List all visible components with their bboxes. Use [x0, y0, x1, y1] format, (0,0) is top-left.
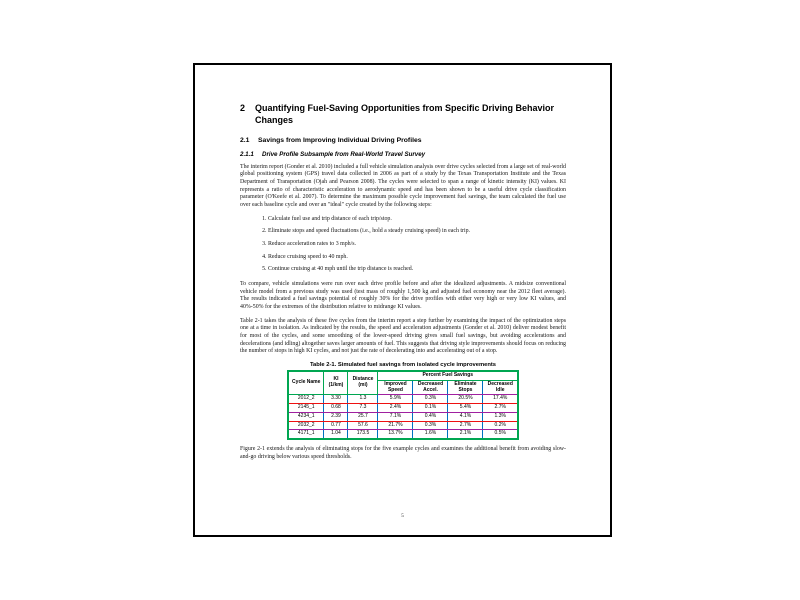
list-item: 5. Continue cruising at 40 mph until the trip distance is reached.: [268, 266, 566, 274]
subsection-number: 2.1: [240, 137, 250, 145]
list-item: 4. Reduce cruising speed to 40 mph.: [268, 254, 566, 262]
paragraph-comparison: To compare, vehicle simulations were run over each drive profile before and after the idealized adjustments. A midsize conventional vehicle model from a previous study was used (test mass of roughly 1,500 kg and adjusted fuel economy near the 2012 fleet average). The results indicated a fuel savings potential of roughly 30% for the drive profiles with either very high or very low KI values, and 40%-50% for the extremes of the distribution relative to midrange KI values.: [240, 281, 566, 311]
section-number: 2: [240, 103, 246, 113]
table-cell: 2.7%: [483, 404, 518, 413]
table-cell: 0.1%: [413, 404, 448, 413]
table-cell: 5.4%: [448, 404, 483, 413]
list-item: 2. Eliminate stops and speed fluctuations (i.e., hold a steady cruising speed) in each trip.: [268, 228, 566, 236]
fuel-savings-table: [287, 370, 519, 440]
subsubsection-heading: [240, 151, 566, 159]
table-cell: 2145_1: [288, 404, 324, 413]
col-header-cycle-name: Cycle Name: [288, 371, 324, 395]
table-cell: 0.3%: [413, 395, 448, 404]
col-header-decreased-idle: Decreased Idle: [483, 380, 518, 395]
col-header-ki: KI (1/km): [324, 371, 348, 395]
table-cell: 13.7%: [378, 430, 413, 439]
page-number: 5: [401, 513, 404, 519]
table-cell: 2.39: [324, 412, 348, 421]
table-cell: 0.3%: [413, 421, 448, 430]
table-cell: 2032_2: [288, 421, 324, 430]
table-cell: 7.1%: [378, 412, 413, 421]
table-cell: 4234_1: [288, 412, 324, 421]
table-row: [288, 421, 518, 430]
table-cell: 173.5: [348, 430, 378, 439]
table-cell: 1.6%: [413, 430, 448, 439]
paragraph-figure-reference: Figure 2-1 extends the analysis of eliminating stops for the five example cycles and examines the additional benefit from avoiding slow-and-go driving below various speed thresholds.: [240, 446, 566, 460]
table-cell: 2.4%: [378, 404, 413, 413]
table-cell: 0.5%: [483, 430, 518, 439]
table-caption: Table 2-1. Simulated fuel savings from isolated cycle improvements: [309, 362, 497, 369]
table-cell: 1.04: [324, 430, 348, 439]
table-cell: 3.30: [324, 395, 348, 404]
table-header-row: [288, 371, 518, 380]
paragraph-intro: The interim report (Gonder et al. 2010) included a full vehicle simulation analysis over drive cycles selected from a large set of real-world global positioning system (GPS) travel data collected in 2006 as part of a study by the Texas Transportation Institute and the Texas Department of Transportation (Ojah and Pearson 2008). The cycles were selected to span a range of kinetic intensity (KI) values. KI represents a ratio of characteristic acceleration to aerodynamic speed and has been shown to be a useful drive cycle classification parameter (O'Keefe et al. 2007). To determine the maximum possible cycle improvement fuel savings, the team calculated the fuel use over each baseline cycle and over an "ideal" cycle created by the following steps:: [240, 163, 566, 208]
subsection-title: Savings from Improving Individual Driving Profiles: [258, 137, 422, 145]
table-cell: 0.68: [324, 404, 348, 413]
table-cell: 0.77: [324, 421, 348, 430]
table-body: [288, 395, 518, 439]
col-header-decreased-accel: Decreased Accel.: [413, 380, 448, 395]
table-cell: 5.9%: [378, 395, 413, 404]
report-page: [193, 63, 612, 537]
table-row: [288, 412, 518, 421]
table-cell: 20.5%: [448, 395, 483, 404]
subsubsection-number: 2.1.1: [240, 150, 254, 158]
table-cell: 2012_2: [288, 395, 324, 404]
table-cell: 7.3: [348, 404, 378, 413]
list-item: 1. Calculate fuel use and trip distance of each trip/stop.: [268, 216, 566, 224]
col-header-eliminate-stops: Eliminate Stops: [448, 380, 483, 395]
table-cell: 4.1%: [448, 412, 483, 421]
col-header-improved-speed: Improved Speed: [378, 380, 413, 395]
table-cell: 57.6: [348, 421, 378, 430]
table-cell: 0.4%: [413, 412, 448, 421]
table-cell: 21.7%: [378, 421, 413, 430]
table-cell: 2.1%: [448, 430, 483, 439]
table-cell: 25.7: [348, 412, 378, 421]
optimization-steps-list: [240, 216, 566, 274]
col-header-distance: Distance (mi): [348, 371, 378, 395]
section-title: Quantifying Fuel-Saving Opportunities from Specific Driving Behavior Changes: [255, 103, 555, 125]
table-row: [288, 395, 518, 404]
table-cell: 2.7%: [448, 421, 483, 430]
table-row: [288, 430, 518, 439]
table-cell: 0.2%: [483, 421, 518, 430]
subsubsection-title: Drive Profile Subsample from Real-World Travel Survey: [262, 150, 426, 158]
table-cell: 1.3%: [483, 412, 518, 421]
table-row: [288, 404, 518, 413]
list-item: 3. Reduce acceleration rates to 3 mph/s.: [268, 241, 566, 249]
col-header-percent-fuel-savings: Percent Fuel Savings: [378, 371, 518, 380]
paragraph-table-discussion: Table 2-1 takes the analysis of these five cycles from the interim report a step further by examining the impact of the optimization steps one at a time in isolation. As indicated by the results, the speed and acceleration adjustments (Gonder et al. 2010) deliver modest benefit for most of the cycles, and some smoothing of the lower-speed driving gives small fuel savings, but avoiding accelerations and decelerations (and idling) altogether saves larger amounts of fuel. This suggests that driving style improvements should focus on reducing the number of stops in high KI cycles, and not just the rate of decelerating into and accelerating out of a stop.: [240, 317, 566, 355]
table-cell: 1.3: [348, 395, 378, 404]
subsection-heading: [240, 137, 566, 145]
section-heading: [240, 103, 566, 126]
table-cell: 4171_1: [288, 430, 324, 439]
table-cell: 17.4%: [483, 395, 518, 404]
